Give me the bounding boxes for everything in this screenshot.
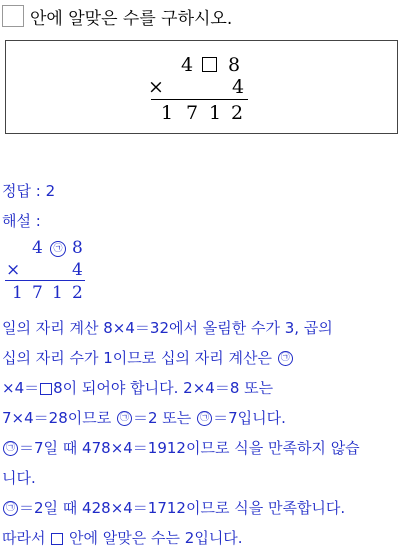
result-digit: 2 xyxy=(231,102,244,124)
calc-underline xyxy=(5,280,85,281)
calc-result-digit: 2 xyxy=(72,283,83,303)
top-digit-hundreds: 4 xyxy=(181,54,194,76)
explanation-line-2: 십의 자리 수가 1이므로 십의 자리 계산은 ㉠ xyxy=(2,347,398,368)
circle-giyeok-icon: ㉠ xyxy=(3,441,18,456)
circle-giyeok-icon: ㉠ xyxy=(50,241,66,257)
circle-giyeok-icon: ㉠ xyxy=(3,501,18,516)
calc-top-hundreds: 4 xyxy=(32,238,43,258)
circle-giyeok-icon: ㉠ xyxy=(117,411,132,426)
explanation-line-5: ㉠ ＝7일 때 478×4＝1912이므로 식을 만족하지 않습 xyxy=(2,437,398,458)
result-digit: 7 xyxy=(186,102,199,124)
result-digit: 1 xyxy=(209,102,222,124)
explanation-line-4: 7×4＝28이므로 ㉠ ＝2 또는 ㉠ ＝7입니다. xyxy=(2,409,286,427)
calc-top-ones: 8 xyxy=(72,238,83,258)
calc-result-digit: 1 xyxy=(12,283,23,303)
blank-box-icon xyxy=(40,383,52,395)
circle-giyeok-icon: ㉠ xyxy=(278,351,293,366)
calc-result-digit: 7 xyxy=(32,283,43,303)
top-digit-ones: 8 xyxy=(228,54,241,76)
circle-giyeok-icon: ㉠ xyxy=(197,411,212,426)
answer-text: 정답 : 2 xyxy=(2,182,56,200)
blank-box-icon xyxy=(2,5,24,27)
calc-line xyxy=(151,99,248,100)
explanation-line-1: 일의 자리 계산 8×4＝32에서 올림한 수가 3, 곱의 xyxy=(2,319,333,337)
calc-operator: × xyxy=(6,260,21,280)
multiplier-digit: 4 xyxy=(232,76,245,98)
blank-digit-box xyxy=(202,57,217,72)
explanation-line-7: ㉠ ＝2일 때 428×4＝1712이므로 식을 만족합니다. xyxy=(2,497,398,518)
explanation-line-3: ×4＝ 8이 되어야 합니다. 2×4＝8 또는 xyxy=(2,379,274,397)
explanation-line-8: 따라서 안에 알맞은 수는 2입니다. xyxy=(2,529,243,547)
problem-box xyxy=(5,40,398,134)
explanation-title: 해설 : xyxy=(2,212,41,230)
blank-box-icon xyxy=(51,533,63,545)
question-header xyxy=(0,2,400,32)
question-text: 안에 알맞은 수를 구하시오. xyxy=(30,9,233,29)
calc-multiplier: 4 xyxy=(72,260,83,280)
multiply-operator: × xyxy=(148,76,164,98)
explanation-line-6: 니다. xyxy=(2,469,36,487)
calc-result-digit: 1 xyxy=(52,283,63,303)
result-digit: 1 xyxy=(161,102,174,124)
